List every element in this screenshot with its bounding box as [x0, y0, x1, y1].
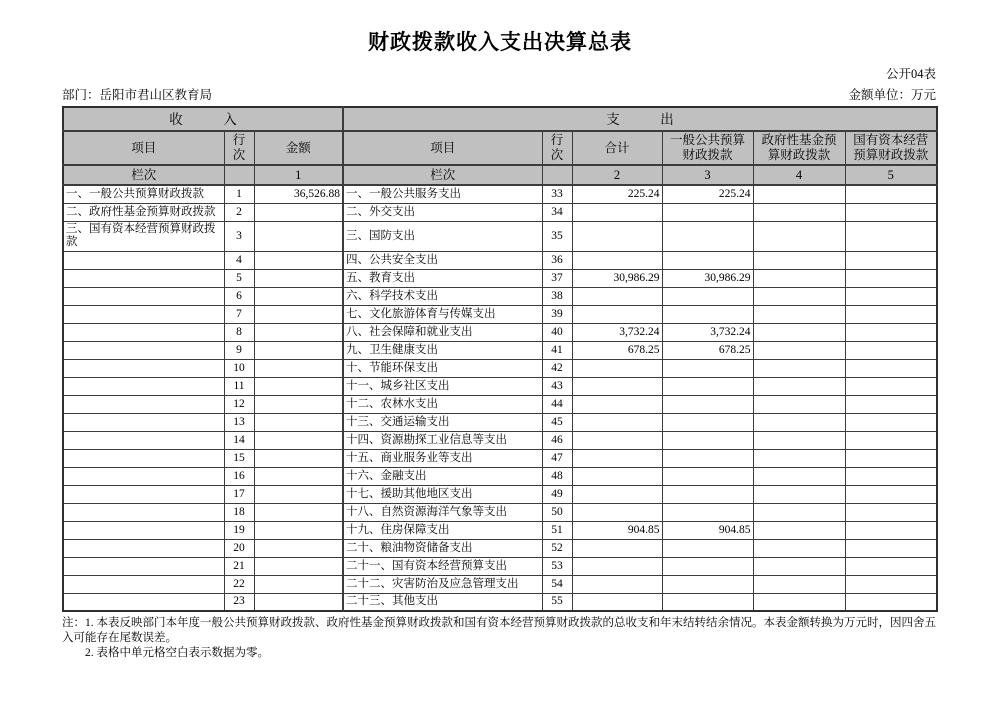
income-item-cell — [63, 287, 224, 305]
state-capital-cell — [845, 287, 937, 305]
total-cell — [572, 287, 662, 305]
table-row — [63, 503, 937, 521]
income-item-cell — [63, 449, 224, 467]
table-body — [63, 185, 937, 611]
state-capital-cell — [845, 467, 937, 485]
table-row — [63, 269, 937, 287]
expenditure-line-cell: 35 — [542, 221, 572, 251]
table-row — [63, 323, 937, 341]
income-item-cell — [63, 593, 224, 611]
state-capital-cell — [845, 557, 937, 575]
general-budget-cell: 904.85 — [662, 521, 753, 539]
column-header-row — [63, 131, 937, 165]
general-budget-cell — [662, 539, 753, 557]
income-amount-cell — [254, 431, 343, 449]
gov-fund-cell — [753, 359, 845, 377]
general-budget-cell — [662, 575, 753, 593]
expenditure-item-cell: 二十一、国有资本经营预算支出 — [343, 557, 542, 575]
table-row — [63, 449, 937, 467]
table-row — [63, 521, 937, 539]
expenditure-line-cell: 36 — [542, 251, 572, 269]
expenditure-item-cell: 二十三、其他支出 — [343, 593, 542, 611]
income-amount-cell — [254, 467, 343, 485]
total-cell — [572, 413, 662, 431]
income-amount-cell — [254, 539, 343, 557]
income-amount-cell — [254, 557, 343, 575]
gov-fund-cell — [753, 185, 845, 203]
general-budget-cell — [662, 377, 753, 395]
income-amount-cell — [254, 575, 343, 593]
expenditure-item-cell: 十一、城乡社区支出 — [343, 377, 542, 395]
col-exp-line: 行次 — [542, 131, 572, 165]
state-capital-cell — [845, 449, 937, 467]
general-budget-cell — [662, 467, 753, 485]
state-capital-cell — [845, 359, 937, 377]
gov-fund-cell — [753, 485, 845, 503]
income-item-cell — [63, 323, 224, 341]
gov-fund-cell — [753, 221, 845, 251]
expenditure-item-cell: 二十、粮油物资储备支出 — [343, 539, 542, 557]
total-cell — [572, 221, 662, 251]
income-item-cell — [63, 557, 224, 575]
table-row — [63, 431, 937, 449]
expenditure-index-label: 栏次 — [343, 165, 542, 185]
table-row — [63, 341, 937, 359]
expenditure-line-cell: 34 — [542, 203, 572, 221]
table-row — [63, 221, 937, 251]
income-line-cell: 17 — [224, 485, 254, 503]
income-item-cell — [63, 395, 224, 413]
income-line-cell: 21 — [224, 557, 254, 575]
general-budget-cell — [662, 359, 753, 377]
total-cell: 678.25 — [572, 341, 662, 359]
income-amount-cell — [254, 323, 343, 341]
income-line-cell: 10 — [224, 359, 254, 377]
expenditure-item-cell: 十二、农林水支出 — [343, 395, 542, 413]
income-line-cell: 18 — [224, 503, 254, 521]
income-line-cell: 4 — [224, 251, 254, 269]
general-budget-cell — [662, 503, 753, 521]
income-line-cell: 9 — [224, 341, 254, 359]
expenditure-item-cell: 六、科学技术支出 — [343, 287, 542, 305]
income-line-cell: 12 — [224, 395, 254, 413]
state-capital-cell — [845, 485, 937, 503]
income-item-cell — [63, 341, 224, 359]
income-item-cell — [63, 575, 224, 593]
expenditure-line-cell: 46 — [542, 431, 572, 449]
general-budget-cell: 30,986.29 — [662, 269, 753, 287]
column-number-1: 1 — [254, 165, 343, 185]
page-title: 财政拨款收入支出决算总表 — [368, 30, 632, 54]
income-line-cell: 1 — [224, 185, 254, 203]
total-cell: 3,732.24 — [572, 323, 662, 341]
state-capital-cell — [845, 203, 937, 221]
column-index-row — [63, 165, 937, 185]
income-item-cell — [63, 305, 224, 323]
general-budget-cell — [662, 557, 753, 575]
expenditure-line-cell: 53 — [542, 557, 572, 575]
total-cell — [572, 539, 662, 557]
income-line-cell: 8 — [224, 323, 254, 341]
total-cell: 225.24 — [572, 185, 662, 203]
state-capital-cell — [845, 341, 937, 359]
income-item-cell — [63, 467, 224, 485]
income-line-cell: 13 — [224, 413, 254, 431]
income-line-cell: 16 — [224, 467, 254, 485]
general-budget-cell: 225.24 — [662, 185, 753, 203]
expenditure-line-cell: 49 — [542, 485, 572, 503]
income-amount-cell — [254, 341, 343, 359]
income-item-cell — [63, 269, 224, 287]
income-amount-cell — [254, 413, 343, 431]
expenditure-line-cell: 33 — [542, 185, 572, 203]
general-budget-cell — [662, 221, 753, 251]
income-item-cell — [63, 413, 224, 431]
income-amount-cell — [254, 359, 343, 377]
expenditure-item-cell: 四、公共安全支出 — [343, 251, 542, 269]
expenditure-item-cell: 八、社会保障和就业支出 — [343, 323, 542, 341]
general-budget-cell — [662, 203, 753, 221]
expenditure-item-cell: 一、一般公共服务支出 — [343, 185, 542, 203]
col-exp-item: 项目 — [343, 131, 542, 165]
gov-fund-cell — [753, 323, 845, 341]
income-line-cell: 19 — [224, 521, 254, 539]
income-item-cell — [63, 539, 224, 557]
state-capital-cell — [845, 269, 937, 287]
income-item-cell — [63, 503, 224, 521]
expenditure-line-cell: 41 — [542, 341, 572, 359]
footnote-1: 注：1. 本表反映部门本年度一般公共预算财政拨款、政府性基金预算财政拨款和国有资本经营预算财政拨款的总收支和年末结转结余情况。本表金额转换为万元时，因四舍五入可能存在尾数误差。 — [62, 617, 936, 644]
income-amount-cell — [254, 269, 343, 287]
income-item-cell — [63, 431, 224, 449]
expenditure-item-cell: 十五、商业服务业等支出 — [343, 449, 542, 467]
general-budget-cell: 678.25 — [662, 341, 753, 359]
income-amount-cell — [254, 521, 343, 539]
meta-line — [62, 85, 936, 103]
col-exp-state-capital: 国有资本经营预算财政拨款 — [845, 131, 937, 165]
gov-fund-cell — [753, 251, 845, 269]
state-capital-cell — [845, 413, 937, 431]
expenditure-item-cell: 十九、住房保障支出 — [343, 521, 542, 539]
expenditure-item-cell: 十四、资源勘探工业信息等支出 — [343, 431, 542, 449]
state-capital-cell — [845, 251, 937, 269]
state-capital-cell — [845, 377, 937, 395]
col-income-amount: 金额 — [254, 131, 343, 165]
income-item-cell — [63, 485, 224, 503]
gov-fund-cell — [753, 467, 845, 485]
state-capital-cell — [845, 323, 937, 341]
general-budget-cell — [662, 431, 753, 449]
gov-fund-cell — [753, 593, 845, 611]
state-capital-cell — [845, 221, 937, 251]
total-cell — [572, 203, 662, 221]
state-capital-cell — [845, 431, 937, 449]
expenditure-item-cell: 十、节能环保支出 — [343, 359, 542, 377]
table-row — [63, 377, 937, 395]
income-amount-cell — [254, 377, 343, 395]
general-budget-cell — [662, 593, 753, 611]
gov-fund-cell — [753, 203, 845, 221]
state-capital-cell — [845, 395, 937, 413]
total-cell — [572, 431, 662, 449]
expenditure-line-cell: 48 — [542, 467, 572, 485]
total-cell: 904.85 — [572, 521, 662, 539]
expenditure-section-header: 支 出 — [343, 107, 937, 131]
general-budget-cell — [662, 413, 753, 431]
state-capital-cell — [845, 305, 937, 323]
gov-fund-cell — [753, 449, 845, 467]
column-number-4: 4 — [753, 165, 845, 185]
expenditure-item-cell: 十六、金融支出 — [343, 467, 542, 485]
total-cell: 30,986.29 — [572, 269, 662, 287]
expenditure-line-cell: 40 — [542, 323, 572, 341]
income-line-cell: 23 — [224, 593, 254, 611]
table-row — [63, 185, 937, 203]
expenditure-item-cell: 二、外交支出 — [343, 203, 542, 221]
income-amount-cell — [254, 305, 343, 323]
total-cell — [572, 395, 662, 413]
income-amount-cell — [254, 221, 343, 251]
expenditure-line-cell: 44 — [542, 395, 572, 413]
income-amount-cell — [254, 485, 343, 503]
general-budget-cell — [662, 395, 753, 413]
income-item-cell: 一、一般公共预算财政拨款 — [63, 185, 224, 203]
income-line-cell: 2 — [224, 203, 254, 221]
income-item-cell: 二、政府性基金预算财政拨款 — [63, 203, 224, 221]
gov-fund-cell — [753, 539, 845, 557]
income-line-cell: 22 — [224, 575, 254, 593]
gov-fund-cell — [753, 575, 845, 593]
table-row — [63, 251, 937, 269]
income-amount-cell — [254, 449, 343, 467]
income-line-cell: 20 — [224, 539, 254, 557]
blank-cell — [224, 165, 254, 185]
expenditure-line-cell: 55 — [542, 593, 572, 611]
column-number-5: 5 — [845, 165, 937, 185]
income-item-cell — [63, 251, 224, 269]
fiscal-appropriation-table — [62, 106, 938, 612]
gov-fund-cell — [753, 269, 845, 287]
col-income-line: 行次 — [224, 131, 254, 165]
income-line-cell: 3 — [224, 221, 254, 251]
expenditure-item-cell: 十七、援助其他地区支出 — [343, 485, 542, 503]
table-row — [63, 557, 937, 575]
state-capital-cell — [845, 521, 937, 539]
income-line-cell: 14 — [224, 431, 254, 449]
state-capital-cell — [845, 185, 937, 203]
expenditure-line-cell: 39 — [542, 305, 572, 323]
gov-fund-cell — [753, 557, 845, 575]
gov-fund-cell — [753, 377, 845, 395]
general-budget-cell: 3,732.24 — [662, 323, 753, 341]
total-cell — [572, 557, 662, 575]
state-capital-cell — [845, 503, 937, 521]
general-budget-cell — [662, 485, 753, 503]
income-item-cell — [63, 377, 224, 395]
table-row — [63, 287, 937, 305]
income-item-cell — [63, 359, 224, 377]
column-number-3: 3 — [662, 165, 753, 185]
gov-fund-cell — [753, 305, 845, 323]
total-cell — [572, 575, 662, 593]
total-cell — [572, 377, 662, 395]
general-budget-cell — [662, 287, 753, 305]
income-item-cell — [63, 521, 224, 539]
income-line-cell: 11 — [224, 377, 254, 395]
expenditure-line-cell: 47 — [542, 449, 572, 467]
general-budget-cell — [662, 449, 753, 467]
expenditure-line-cell: 38 — [542, 287, 572, 305]
table-row — [63, 203, 937, 221]
expenditure-item-cell: 五、教育支出 — [343, 269, 542, 287]
state-capital-cell — [845, 539, 937, 557]
income-line-cell: 7 — [224, 305, 254, 323]
expenditure-line-cell: 45 — [542, 413, 572, 431]
department-label: 部门：岳阳市君山区教育局 — [62, 88, 213, 102]
table-row — [63, 305, 937, 323]
expenditure-item-cell: 十八、自然资源海洋气象等支出 — [343, 503, 542, 521]
expenditure-line-cell: 43 — [542, 377, 572, 395]
column-number-2: 2 — [572, 165, 662, 185]
expenditure-line-cell: 50 — [542, 503, 572, 521]
income-section-header: 收 入 — [63, 107, 343, 131]
total-cell — [572, 251, 662, 269]
table-row — [63, 539, 937, 557]
table-row — [63, 359, 937, 377]
income-amount-cell — [254, 287, 343, 305]
gov-fund-cell — [753, 503, 845, 521]
income-line-cell: 15 — [224, 449, 254, 467]
state-capital-cell — [845, 575, 937, 593]
gov-fund-cell — [753, 395, 845, 413]
income-item-cell: 三、国有资本经营预算财政拨款 — [63, 221, 224, 251]
table-row — [63, 467, 937, 485]
total-cell — [572, 503, 662, 521]
gov-fund-cell — [753, 431, 845, 449]
table-row — [63, 593, 937, 611]
total-cell — [572, 359, 662, 377]
expenditure-line-cell: 51 — [542, 521, 572, 539]
footnote-2: 2. 表格中单元格空白表示数据为零。 — [85, 647, 269, 659]
general-budget-cell — [662, 305, 753, 323]
footnotes — [62, 616, 940, 661]
page — [0, 26, 1000, 706]
income-amount-cell — [254, 251, 343, 269]
expenditure-item-cell: 七、文化旅游体育与传媒支出 — [343, 305, 542, 323]
expenditure-line-cell: 37 — [542, 269, 572, 287]
table-row — [63, 395, 937, 413]
col-income-item: 项目 — [63, 131, 224, 165]
table-row — [63, 575, 937, 593]
gov-fund-cell — [753, 521, 845, 539]
blank-cell — [542, 165, 572, 185]
total-cell — [572, 485, 662, 503]
table-row — [63, 485, 937, 503]
col-exp-total: 合计 — [572, 131, 662, 165]
section-header-row — [63, 107, 937, 131]
income-amount-cell — [254, 395, 343, 413]
col-exp-gov-fund: 政府性基金预算财政拨款 — [753, 131, 845, 165]
unit-label: 金额单位：万元 — [848, 88, 936, 102]
general-budget-cell — [662, 251, 753, 269]
income-amount-cell — [254, 593, 343, 611]
gov-fund-cell — [753, 341, 845, 359]
col-exp-general-budget: 一般公共预算财政拨款 — [662, 131, 753, 165]
total-cell — [572, 305, 662, 323]
expenditure-line-cell: 52 — [542, 539, 572, 557]
income-amount-cell — [254, 503, 343, 521]
gov-fund-cell — [753, 287, 845, 305]
gov-fund-cell — [753, 413, 845, 431]
expenditure-item-cell: 二十二、灾害防治及应急管理支出 — [343, 575, 542, 593]
expenditure-line-cell: 42 — [542, 359, 572, 377]
expenditure-item-cell: 九、卫生健康支出 — [343, 341, 542, 359]
total-cell — [572, 449, 662, 467]
income-index-label: 栏次 — [63, 165, 224, 185]
expenditure-item-cell: 十三、交通运输支出 — [343, 413, 542, 431]
table-row — [63, 413, 937, 431]
income-amount-cell: 36,526.88 — [254, 185, 343, 203]
table-code: 公开04表 — [885, 67, 936, 81]
income-amount-cell — [254, 203, 343, 221]
total-cell — [572, 467, 662, 485]
state-capital-cell — [845, 593, 937, 611]
total-cell — [572, 593, 662, 611]
income-line-cell: 6 — [224, 287, 254, 305]
expenditure-item-cell: 三、国防支出 — [343, 221, 542, 251]
income-line-cell: 5 — [224, 269, 254, 287]
expenditure-line-cell: 54 — [542, 575, 572, 593]
